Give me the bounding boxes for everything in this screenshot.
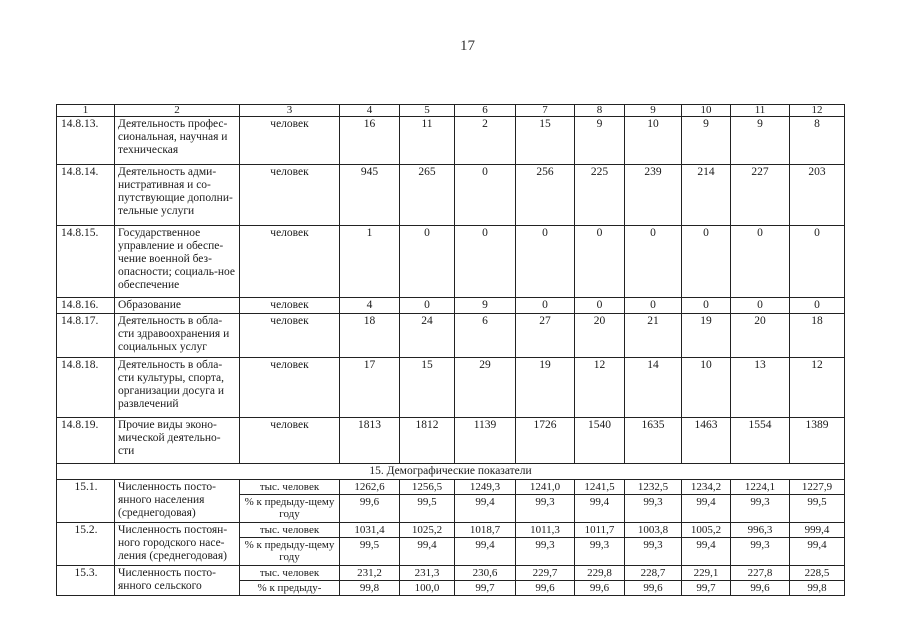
row-value: 99,3: [516, 495, 575, 523]
row-value: 1003,8: [625, 523, 682, 538]
row-value: 99,4: [682, 538, 731, 566]
row-value: 99,5: [790, 495, 845, 523]
row-value: 256: [516, 165, 575, 226]
row-name: Деятельность профес-сиональная, научная и техническая: [115, 117, 240, 165]
row-value: 1232,5: [625, 480, 682, 495]
row-value: 9: [682, 117, 731, 165]
row-unit: тыс. человек: [240, 566, 340, 581]
table-row: [57, 418, 845, 464]
row-value: 231,2: [340, 566, 400, 581]
row-value: 996,3: [731, 523, 790, 538]
row-value: 1540: [575, 418, 625, 464]
row-name: Деятельность адми-нистративная и со-путствующие дополни-тельные услуги: [115, 165, 240, 226]
row-code: 15.2.: [57, 523, 115, 566]
row-value: 1224,1: [731, 480, 790, 495]
row-value: 18: [340, 314, 400, 358]
row-value: 0: [625, 298, 682, 314]
row-unit: человек: [240, 165, 340, 226]
row-code: 14.8.15.: [57, 226, 115, 298]
column-number: 1: [57, 105, 115, 117]
row-value: 1234,2: [682, 480, 731, 495]
row-value: 99,3: [731, 495, 790, 523]
demographic-row: [57, 566, 845, 581]
row-value: 4: [340, 298, 400, 314]
row-value: 0: [455, 165, 516, 226]
row-value: 99,3: [625, 538, 682, 566]
row-value: 15: [516, 117, 575, 165]
row-value: 99,3: [625, 495, 682, 523]
section-title: 15. Демографические показатели: [57, 464, 845, 480]
row-value: 20: [731, 314, 790, 358]
row-value: 99,4: [455, 538, 516, 566]
row-value: 18: [790, 314, 845, 358]
row-value: 15: [400, 358, 455, 418]
row-value: 1726: [516, 418, 575, 464]
row-value: 99,7: [455, 581, 516, 596]
row-value: 0: [575, 298, 625, 314]
row-value: 99,3: [731, 538, 790, 566]
row-value: 17: [340, 358, 400, 418]
row-value: 6: [455, 314, 516, 358]
column-number: 11: [731, 105, 790, 117]
row-value: 99,6: [625, 581, 682, 596]
row-unit: тыс. человек: [240, 480, 340, 495]
row-value: 1031,4: [340, 523, 400, 538]
row-value: 99,5: [400, 495, 455, 523]
row-code: 14.8.19.: [57, 418, 115, 464]
row-value: 1262,6: [340, 480, 400, 495]
row-value: 1011,7: [575, 523, 625, 538]
row-name: Деятельность в обла-сти здравоохранения и социальных услуг: [115, 314, 240, 358]
row-value: 1813: [340, 418, 400, 464]
row-value: 1227,9: [790, 480, 845, 495]
section-header-row: [57, 464, 845, 480]
column-number: 8: [575, 105, 625, 117]
table-row: [57, 165, 845, 226]
row-value: 229,1: [682, 566, 731, 581]
row-value: 13: [731, 358, 790, 418]
row-unit: человек: [240, 358, 340, 418]
column-number: 4: [340, 105, 400, 117]
row-value: 19: [682, 314, 731, 358]
row-value: 225: [575, 165, 625, 226]
column-number: 12: [790, 105, 845, 117]
row-value: 27: [516, 314, 575, 358]
row-value: 99,7: [682, 581, 731, 596]
row-value: 227,8: [731, 566, 790, 581]
row-value: 21: [625, 314, 682, 358]
row-value: 0: [400, 298, 455, 314]
row-unit: тыс. человек: [240, 523, 340, 538]
row-value: 0: [516, 226, 575, 298]
row-unit: человек: [240, 117, 340, 165]
row-value: 99,6: [575, 581, 625, 596]
row-value: 99,3: [516, 538, 575, 566]
row-value: 1463: [682, 418, 731, 464]
row-value: 0: [455, 226, 516, 298]
row-value: 99,6: [516, 581, 575, 596]
row-code: 14.8.16.: [57, 298, 115, 314]
column-number: 3: [240, 105, 340, 117]
row-value: 99,4: [455, 495, 516, 523]
column-number: 5: [400, 105, 455, 117]
row-name: Деятельность в обла-сти культуры, спорта, организации досуга и развлечений: [115, 358, 240, 418]
column-number: 9: [625, 105, 682, 117]
demographic-row: [57, 523, 845, 538]
row-name: Прочие виды эконо-мической деятельно-сти: [115, 418, 240, 464]
row-value: 0: [575, 226, 625, 298]
row-unit: человек: [240, 298, 340, 314]
row-value: 16: [340, 117, 400, 165]
row-value: 999,4: [790, 523, 845, 538]
row-value: 0: [790, 226, 845, 298]
row-value: 239: [625, 165, 682, 226]
row-value: 1: [340, 226, 400, 298]
row-code: 14.8.18.: [57, 358, 115, 418]
row-unit: человек: [240, 226, 340, 298]
column-number: 6: [455, 105, 516, 117]
row-value: 99,4: [682, 495, 731, 523]
row-value: 99,8: [790, 581, 845, 596]
row-value: 229,7: [516, 566, 575, 581]
row-value: 227: [731, 165, 790, 226]
row-value: 0: [625, 226, 682, 298]
row-value: 99,6: [340, 495, 400, 523]
row-unit: % к предыду-щему году: [240, 538, 340, 566]
row-value: 229,8: [575, 566, 625, 581]
row-unit: человек: [240, 418, 340, 464]
row-value: 11: [400, 117, 455, 165]
column-number: 7: [516, 105, 575, 117]
row-name: Численность постоян-ного городского насе-ления (среднегодовая): [115, 523, 240, 566]
row-value: 1389: [790, 418, 845, 464]
row-value: 228,7: [625, 566, 682, 581]
row-code: 14.8.17.: [57, 314, 115, 358]
table-row: [57, 358, 845, 418]
column-number: 10: [682, 105, 731, 117]
demographic-row: [57, 480, 845, 495]
row-value: 228,5: [790, 566, 845, 581]
row-value: 1025,2: [400, 523, 455, 538]
row-value: 29: [455, 358, 516, 418]
row-value: 214: [682, 165, 731, 226]
row-value: 99,3: [575, 538, 625, 566]
row-value: 1554: [731, 418, 790, 464]
column-number: 2: [115, 105, 240, 117]
row-value: 14: [625, 358, 682, 418]
column-number-row: [57, 105, 845, 117]
row-value: 231,3: [400, 566, 455, 581]
row-value: 99,4: [790, 538, 845, 566]
row-value: 99,5: [340, 538, 400, 566]
row-value: 0: [731, 226, 790, 298]
row-value: 1249,3: [455, 480, 516, 495]
row-value: 19: [516, 358, 575, 418]
row-value: 99,4: [575, 495, 625, 523]
page-number: 17: [460, 38, 475, 54]
row-value: 99,4: [400, 538, 455, 566]
row-value: 0: [516, 298, 575, 314]
row-name: Численность посто-янного населения (среднегодовая): [115, 480, 240, 523]
statistics-table: [56, 104, 845, 596]
row-unit: % к предыду-щему году: [240, 495, 340, 523]
table-row: [57, 314, 845, 358]
table-row: [57, 298, 845, 314]
statistics-table-container: [56, 104, 844, 596]
row-value: 2: [455, 117, 516, 165]
row-code: 15.1.: [57, 480, 115, 523]
row-value: 0: [731, 298, 790, 314]
row-value: 1018,7: [455, 523, 516, 538]
table-row: [57, 226, 845, 298]
row-value: 1005,2: [682, 523, 731, 538]
row-value: 100,0: [400, 581, 455, 596]
row-value: 10: [682, 358, 731, 418]
row-value: 203: [790, 165, 845, 226]
row-value: 9: [731, 117, 790, 165]
row-value: 230,6: [455, 566, 516, 581]
row-value: 0: [790, 298, 845, 314]
row-code: 15.3.: [57, 566, 115, 596]
row-value: 99,6: [731, 581, 790, 596]
row-value: 0: [682, 298, 731, 314]
row-value: 265: [400, 165, 455, 226]
row-value: 1241,5: [575, 480, 625, 495]
row-value: 12: [575, 358, 625, 418]
row-code: 14.8.13.: [57, 117, 115, 165]
row-value: 99,8: [340, 581, 400, 596]
row-value: 1241,0: [516, 480, 575, 495]
row-value: 1011,3: [516, 523, 575, 538]
row-name: Численность посто-янного сельского: [115, 566, 240, 596]
row-name: Образование: [115, 298, 240, 314]
row-value: 1139: [455, 418, 516, 464]
table-row: [57, 117, 845, 165]
row-value: 24: [400, 314, 455, 358]
row-value: 10: [625, 117, 682, 165]
row-value: 1256,5: [400, 480, 455, 495]
row-value: 9: [455, 298, 516, 314]
row-value: 0: [682, 226, 731, 298]
row-name: Государственное управление и обеспе-чение военной без-опасности; социаль-ное обеспечение: [115, 226, 240, 298]
row-unit: % к предыду-: [240, 581, 340, 596]
row-value: 20: [575, 314, 625, 358]
row-code: 14.8.14.: [57, 165, 115, 226]
row-unit: человек: [240, 314, 340, 358]
row-value: 8: [790, 117, 845, 165]
row-value: 945: [340, 165, 400, 226]
row-value: 1812: [400, 418, 455, 464]
row-value: 1635: [625, 418, 682, 464]
row-value: 12: [790, 358, 845, 418]
row-value: 9: [575, 117, 625, 165]
row-value: 0: [400, 226, 455, 298]
